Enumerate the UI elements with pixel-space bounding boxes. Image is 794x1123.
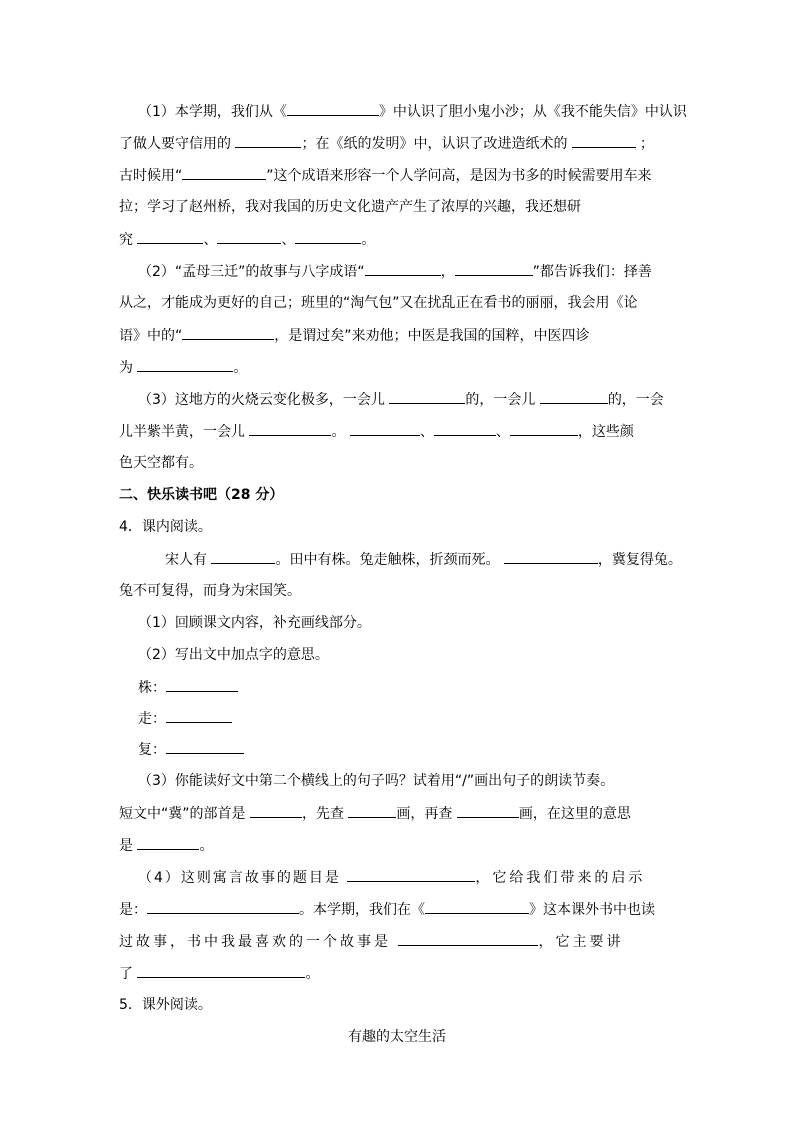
text: 走：	[138, 711, 166, 727]
text: ，它主要讲	[538, 934, 624, 950]
answer-blank[interactable]	[295, 229, 361, 244]
text: 画，再查	[396, 806, 457, 822]
text: 》这本课外书中也读	[529, 902, 655, 918]
text: 短文中“冀”的部首是	[119, 806, 250, 822]
sub-question	[138, 867, 645, 888]
text: 。	[233, 360, 248, 376]
q1-part2-line	[119, 325, 590, 346]
passage-title: 有趣的太空生活	[348, 1029, 446, 1045]
word-meaning-line	[138, 677, 238, 698]
text: ；在《纸的发明》中，认识了改进造纸术的	[301, 136, 572, 152]
text: 的，一会	[607, 392, 664, 408]
q1-part1-line: 拉；学习了赵州桥，我对我国的历史文化遗产产生了浓厚的兴趣，我还想研	[119, 199, 581, 215]
answer-blank[interactable]	[166, 739, 244, 754]
text: 是	[119, 838, 138, 854]
answer-blank[interactable]	[572, 133, 636, 148]
passage-line	[165, 549, 682, 570]
text: 究	[119, 232, 138, 248]
text: 。	[199, 838, 214, 854]
text: ，这些颜	[577, 424, 634, 440]
answer-blank[interactable]	[182, 325, 274, 340]
sub-question	[119, 931, 623, 952]
answer-blank[interactable]	[249, 421, 331, 436]
text: 了	[119, 966, 138, 982]
text: 。	[331, 424, 350, 440]
q1-part2-line	[119, 357, 247, 378]
answer-blank[interactable]	[398, 931, 538, 946]
answer-blank[interactable]	[217, 229, 281, 244]
text: ，它给我们带来的启示	[475, 870, 646, 886]
q1-part3-line	[138, 389, 664, 410]
answer-blank[interactable]	[137, 835, 199, 850]
text: （3）这地方的火烧云变化极多，一会儿	[138, 392, 390, 408]
word-meaning-line	[138, 739, 244, 760]
answer-blank[interactable]	[504, 549, 598, 564]
text: （4）这则寓言故事的题目是	[138, 870, 348, 886]
text: 为	[119, 360, 138, 376]
q1-part3-line	[119, 421, 634, 442]
sub-question: （1）回顾课文内容，补充画线部分。	[138, 615, 371, 631]
text: 、	[419, 424, 434, 440]
text: ，冀复得兔。	[597, 552, 682, 568]
text: 株：	[138, 680, 166, 696]
answer-blank[interactable]	[235, 133, 301, 148]
text: 宋人有	[165, 552, 212, 568]
answer-blank[interactable]	[350, 421, 420, 436]
answer-blank[interactable]	[182, 165, 266, 180]
q1-part3-line: 色天空都有。	[119, 455, 203, 471]
passage-line: 兔不可复得，而身为宋国笑。	[119, 583, 301, 599]
answer-blank[interactable]	[365, 261, 441, 276]
text: 画，在这里的意思	[518, 806, 631, 822]
answer-blank[interactable]	[250, 803, 302, 818]
answer-blank[interactable]	[425, 899, 529, 914]
sub-question	[119, 899, 655, 920]
q1-part1-line	[119, 133, 654, 154]
sub-question	[119, 803, 631, 824]
text: 过故事，书中我最喜欢的一个故事是	[119, 934, 399, 950]
text: （1）本学期，我们从《	[138, 104, 287, 120]
sub-question	[119, 835, 213, 856]
q1-part2-line: 从之，才能成为更好的自己；班里的“淘气包”又在扰乱正在看书的丽丽，我会用《论	[119, 295, 638, 311]
answer-blank[interactable]	[287, 101, 379, 116]
answer-blank[interactable]	[434, 421, 496, 436]
text: 了做人要守信用的	[119, 136, 236, 152]
text: ”这个成语来形容一个人学问高，是因为书多的时候需要用车来	[266, 168, 652, 184]
text: 》中认识了胆小鬼小沙；从《我不能失信》中认识	[378, 104, 687, 120]
q1-part1-line	[138, 101, 687, 122]
answer-blank[interactable]	[347, 867, 475, 882]
answer-blank[interactable]	[348, 803, 396, 818]
answer-blank[interactable]	[540, 389, 608, 404]
question-4-title: 4．课内阅读。	[119, 519, 212, 535]
text: 、	[203, 232, 218, 248]
answer-blank[interactable]	[137, 357, 233, 372]
section-heading: 二、快乐读书吧（28 分）	[119, 487, 284, 503]
text: 。	[361, 232, 376, 248]
text: 。田中有株。兔走触株，折颈而死。	[275, 552, 504, 568]
answer-blank[interactable]	[457, 803, 519, 818]
answer-blank[interactable]	[211, 549, 275, 564]
word-meaning-line	[138, 708, 232, 729]
answer-blank[interactable]	[147, 899, 299, 914]
text: ，	[440, 264, 455, 280]
answer-blank[interactable]	[455, 261, 533, 276]
text: ，先查	[301, 806, 349, 822]
text: 儿半紫半黄，一会儿	[119, 424, 250, 440]
text: ”都告诉我们：择善	[532, 264, 652, 280]
question-5-title: 5．课外阅读。	[119, 997, 212, 1013]
answer-blank[interactable]	[137, 963, 305, 978]
q1-part2-line	[138, 261, 652, 282]
text: 复：	[138, 742, 166, 758]
text: 、	[495, 424, 510, 440]
q1-part1-line	[119, 165, 652, 186]
text: ；	[639, 136, 654, 152]
text: 语》中的“	[119, 328, 183, 344]
answer-blank[interactable]	[510, 421, 578, 436]
answer-blank[interactable]	[166, 677, 238, 692]
sub-question	[119, 963, 319, 984]
sub-question: （2）写出文中加点字的意思。	[138, 647, 329, 663]
text: 、	[281, 232, 296, 248]
answer-blank[interactable]	[389, 389, 465, 404]
answer-blank[interactable]	[166, 708, 232, 723]
text: ，是谓过矣”来劝他；中医是我国的国粹，中医四诊	[274, 328, 590, 344]
text: （2）“孟母三迁”的故事与八字成语“	[138, 264, 365, 280]
q1-part1-line	[119, 229, 375, 250]
text: 的，一会儿	[465, 392, 540, 408]
text: 古时候用“	[119, 168, 183, 184]
sub-question: （3）你能读好文中第二个横线上的句子吗？试着用“/”画出句子的朗读节奏。	[138, 773, 615, 789]
answer-blank[interactable]	[137, 229, 203, 244]
text: 。本学期，我们在《	[299, 902, 425, 918]
text: 。	[305, 966, 320, 982]
text: 是：	[119, 902, 147, 918]
